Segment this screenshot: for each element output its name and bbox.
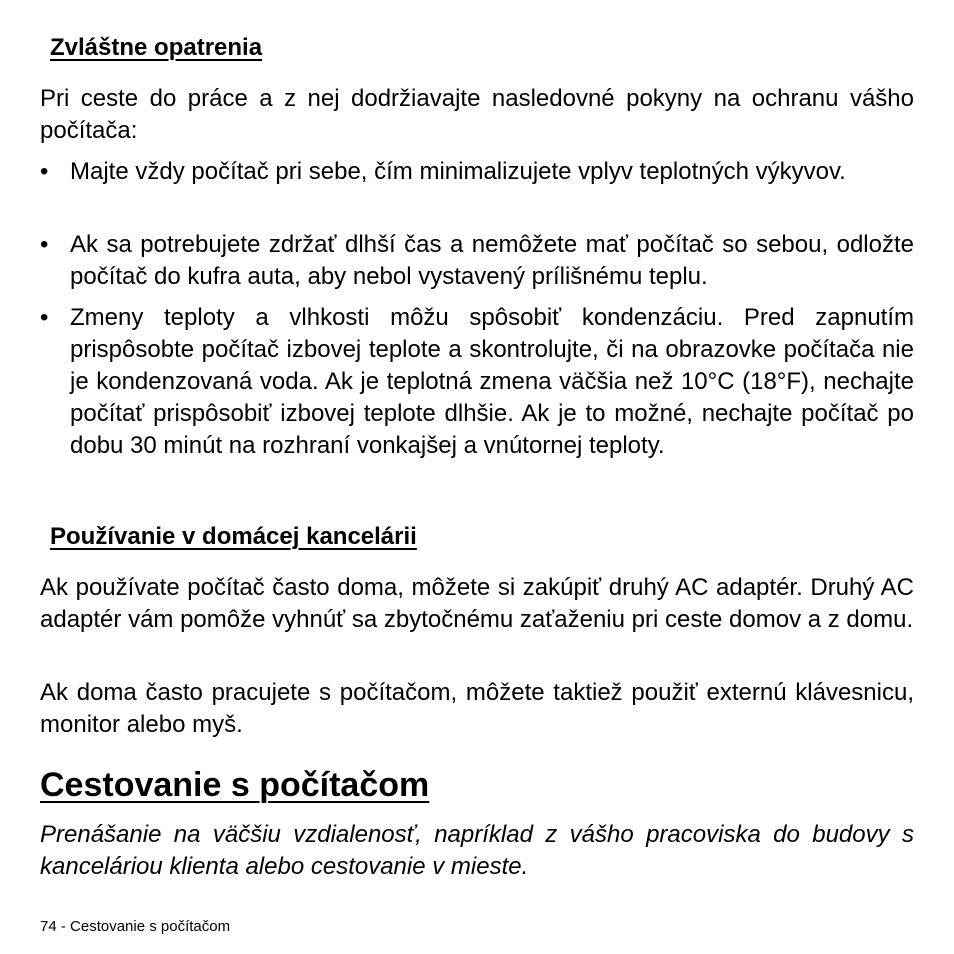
bullet-marker: •	[40, 304, 49, 331]
chapter-intro-paragraph: Prenášanie na väčšiu vzdialenosť, napríklad z vášho pracoviska do budovy s kanceláriou klienta alebo cestovanie v mieste.	[40, 821, 914, 880]
bullet-text: Majte vždy počítač pri sebe, čím minimalizujete vplyv teplotných výkyvov.	[70, 158, 846, 185]
bullet-item	[40, 302, 914, 462]
body-paragraph: Ak doma často pracujete s počítačom, môžete taktiež použiť externú klávesnicu, monitor alebo myš.	[40, 679, 914, 738]
section-heading-home-office: Používanie v domácej kancelárii	[50, 523, 417, 550]
page-footer: 74 - Cestovanie s počítačom	[40, 918, 231, 935]
bullet-item	[40, 229, 914, 293]
bullet-marker: •	[40, 231, 49, 258]
bullet-text: Ak sa potrebujete zdržať dlhší čas a nemôžete mať počítač so sebou, odložte počítač do kufra auta, aby nebol vystavený prílišnému teplu.	[70, 231, 914, 290]
body-paragraph: Ak používate počítač často doma, môžete si zakúpiť druhý AC adaptér. Druhý AC adaptér vám pomôže vyhnúť sa zbytočnému zaťaženiu pri ceste domov a z domu.	[40, 574, 914, 633]
bullet-marker: •	[40, 158, 49, 185]
section-intro-paragraph: Pri ceste do práce a z nej dodržiavajte nasledovné pokyny na ochranu vášho počítača:	[40, 85, 914, 144]
bullet-text: Zmeny teploty a vlhkosti môžu spôsobiť kondenzáciu. Pred zapnutím prispôsobte počítač izbovej teplote a skontrolujte, či na obrazovke počítača nie je kondenzovaná voda. Ak je teplotná zmena väčšia než 10°C (18°F), nechajte počítať prispôsobiť izbovej teplote dlhšie. Ak je to možné, nechajte počítač po dobu 30 minút na rozhraní vonkajšej a vnútornej teploty.	[70, 304, 914, 459]
section-heading-special-precautions: Zvláštne opatrenia	[50, 34, 263, 61]
bullet-item	[40, 156, 914, 188]
chapter-heading-travel: Cestovanie s počítačom	[40, 766, 430, 804]
